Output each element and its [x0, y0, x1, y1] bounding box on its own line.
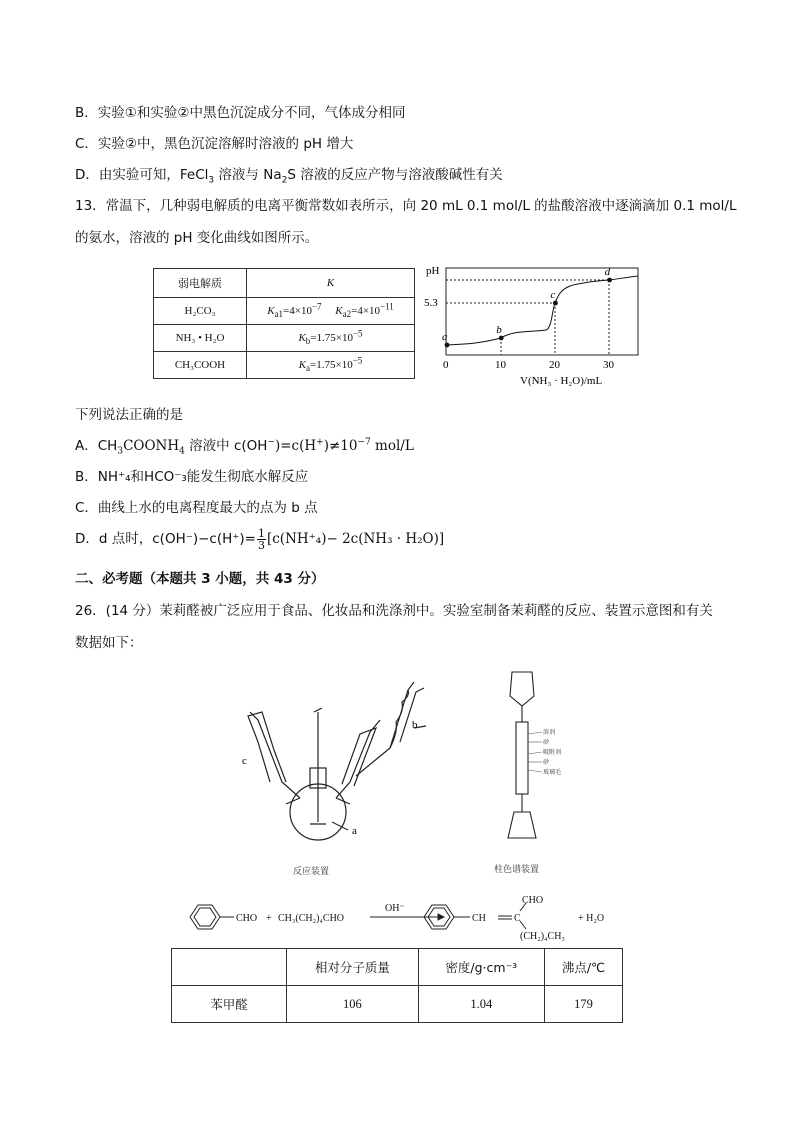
label-solvent: 溶剂 — [543, 730, 556, 736]
chromatography-column — [516, 722, 528, 794]
q26-stem-line1: 26．(14 分）茉莉醛被广泛应用于食品、化妆品和洗涤剂中。实验室制备茉莉醛的反应、装置示意图和有关 — [75, 603, 713, 619]
k-header-name: 弱电解质 — [154, 269, 247, 298]
separatory-funnel — [510, 672, 534, 706]
k-row: NH₃ • H₂O $K_b=1.75\times 10^{-5}$ — [154, 325, 415, 352]
dropping-funnel — [250, 712, 300, 798]
curve-point-c — [553, 301, 558, 306]
curve-point-label: b — [496, 324, 502, 336]
graph-xtick: 20 — [549, 359, 560, 371]
q13-question: 下列说法正确的是 — [75, 407, 183, 423]
q13-stem-line2: 的氨水，溶液的 pH 变化曲线如图所示。 — [75, 230, 319, 246]
caption-column: 柱色谱装置 — [494, 865, 540, 875]
curve-point-label: a — [442, 331, 448, 343]
ph-curve-graph — [418, 260, 648, 388]
product-c: C — [514, 913, 521, 924]
q13-stem-line1: 13．常温下，几种弱电解质的电离平衡常数如表所示，向 20 mL 0.1 mol/L 的盐酸溶液中逐滴滴加 0.1 mol/L — [75, 198, 737, 214]
product-ch: CH — [472, 913, 486, 924]
table-row: 苯甲醛 106 1.04 179 — [172, 986, 623, 1023]
q26-stem-line2: 数据如下： — [75, 635, 143, 651]
label-b: b — [412, 719, 418, 731]
curve-point-a — [445, 343, 450, 348]
k-row: CH₃COOH $K_a=1.75\times 10^{-5}$ — [154, 352, 415, 379]
fraction: $\frac{1}{3}$ — [257, 527, 265, 552]
option-b-prev: B．实验①和实验②中黑色沉淀成分不同，气体成分相同 — [75, 105, 406, 121]
option-c-prev: C．实验②中，黑色沉淀溶解时溶液的 pH 增大 — [75, 136, 354, 152]
collection-flask — [508, 812, 536, 838]
label-adsorbent: 吸附剂 — [543, 750, 562, 756]
graph-ytick: 5.3 — [424, 297, 438, 309]
graph-xtick: 0 — [443, 359, 449, 371]
label-glass-wool: 玻璃毛 — [543, 770, 562, 776]
curve-point-b — [499, 336, 504, 341]
graph-xtick: 10 — [495, 359, 506, 371]
plus-sign: + — [266, 913, 272, 924]
condition-oh: OH⁻ — [385, 903, 405, 914]
label-a: a — [352, 825, 357, 837]
q13-option-c: C．曲线上水的电离程度最大的点为 b 点 — [75, 500, 318, 516]
plus-water: + H₂O — [578, 913, 605, 924]
curve-point-label: c — [550, 289, 556, 301]
label-sand: 砂 — [543, 740, 550, 746]
graph-xlabel: V(NH₃ · H₂O)/mL — [520, 375, 603, 387]
curve-point-d — [607, 278, 612, 283]
option-d-prev: D．由实验可知，FeCl$_3$ 溶液与 $Na_2S$ 溶液的反应产物与溶液酸碱性有关 — [75, 167, 503, 186]
q13-option-a: A．$CH_3COONH_4$ 溶液中 $c(OH^-)=c(H^+)\ne 10^{-7}$ mol/L — [75, 437, 414, 457]
product-cho: CHO — [522, 895, 544, 906]
q13-option-b: B．NH⁺₄和HCO⁻₃能发生彻底水解反应 — [75, 469, 309, 485]
label-c: c — [242, 755, 247, 767]
curve-point-label: d — [604, 266, 611, 278]
label-sand: 砂 — [543, 760, 550, 766]
caption-reaction-apparatus: 反应装置 — [293, 867, 330, 877]
column-chromatography-figure — [490, 662, 580, 846]
q13-option-d: D．d 点时，c(OH⁻)−c(H⁺)= $\frac{1}{3}$ [c(NH⁺₄)− 2c(NH₃ · H₂O)] — [75, 527, 445, 552]
reaction-apparatus-figure — [230, 672, 430, 852]
reactant-heptanal: CH₃(CH₂)₄CHO — [278, 913, 345, 924]
reactant-cho: CHO — [236, 913, 258, 924]
product-chain: (CH₂)₄CH₃ — [520, 931, 565, 942]
graph-ylabel: pH — [426, 265, 440, 277]
section-heading: 二、必考题（本题共 3 小题，共 43 分） — [75, 571, 325, 587]
graph-xtick: 30 — [603, 359, 614, 371]
properties-table — [171, 948, 623, 1023]
ph-curve — [447, 276, 638, 345]
table-header-row: 相对分子质量 密度/g·cm⁻³ 沸点/℃ — [172, 949, 623, 986]
k-row: H₂CO₃ $K_{a1}=4\times 10^{-7}$ $K_{a2}=4\times 10^{-11}$ — [154, 298, 415, 325]
reaction-equation — [180, 893, 620, 943]
k-table — [153, 268, 415, 379]
k-header-k: K — [247, 269, 415, 298]
